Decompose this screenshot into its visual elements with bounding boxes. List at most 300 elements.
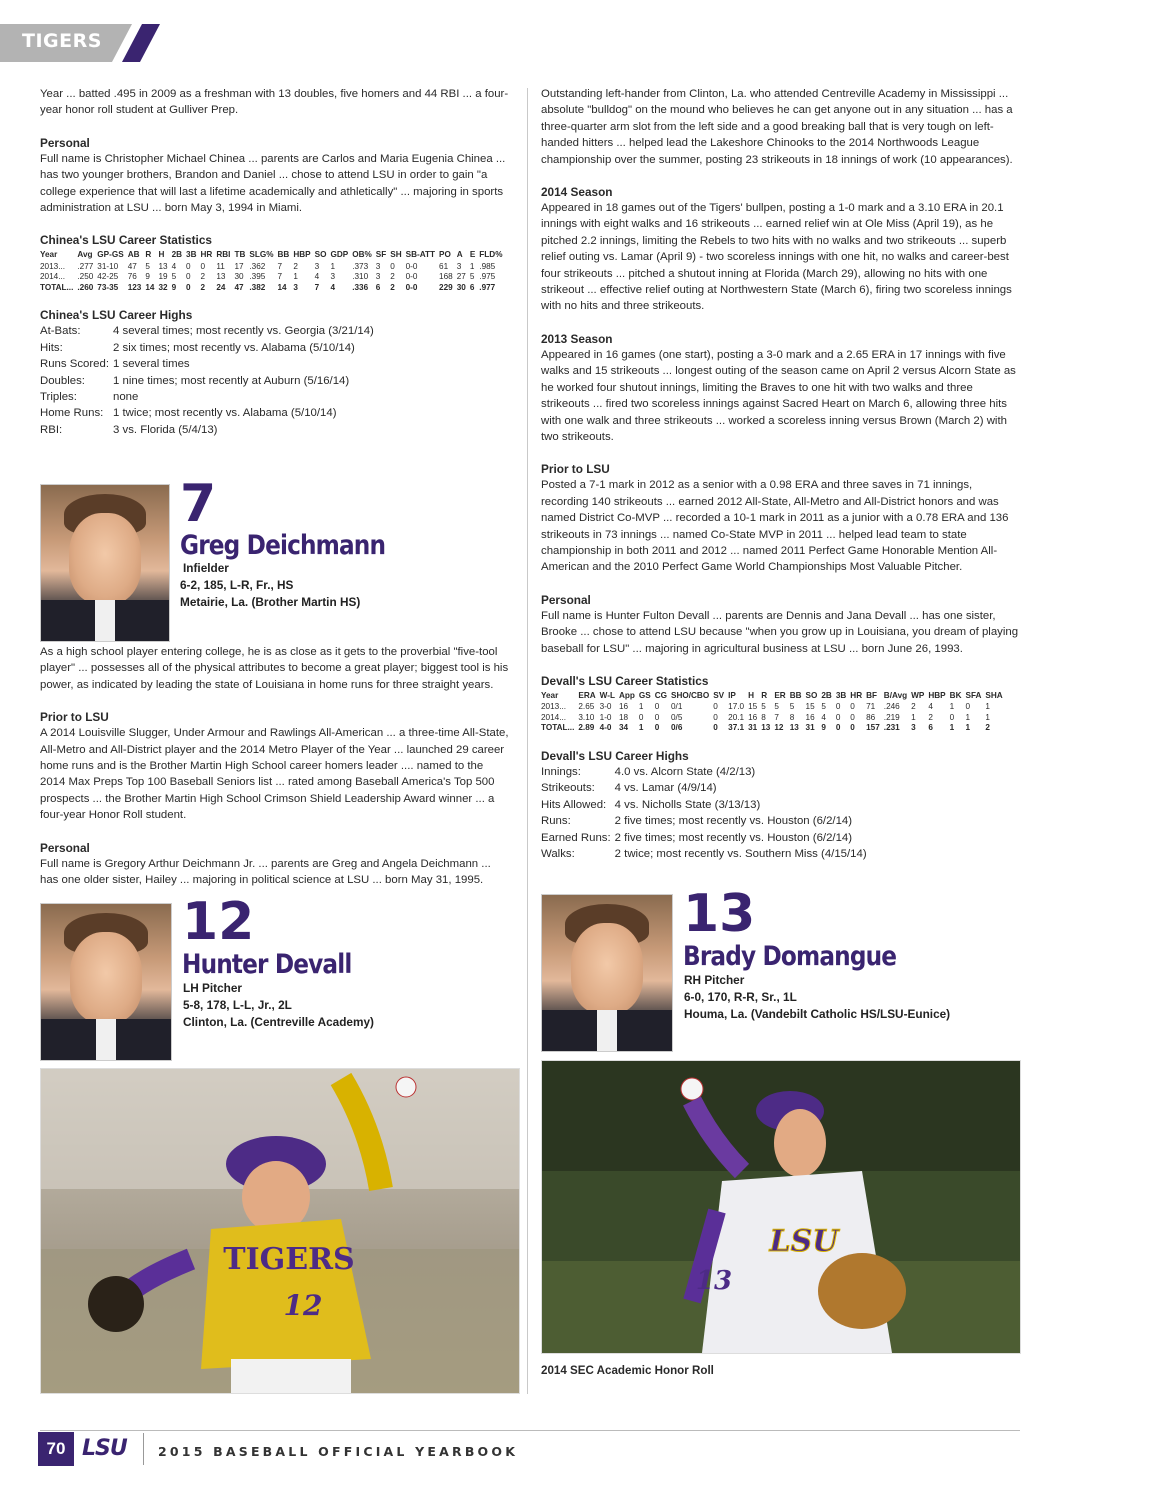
career-high-value: 2 five times; most recently vs. Houston (6/2/14)	[614, 815, 853, 828]
stats-cell: .975	[479, 272, 496, 282]
stats-column-header: SH	[390, 250, 402, 260]
stats-column-header: TB	[234, 250, 246, 260]
stats-column-header: SHO/CBO	[671, 690, 710, 700]
stats-cell: 2013...	[541, 702, 567, 712]
stats-cell: .260	[77, 282, 94, 292]
stats-cell: 1	[965, 723, 971, 733]
stats-cell: 17.0	[728, 702, 745, 712]
domangue-headshot	[541, 894, 673, 1052]
stats-cell: 13	[761, 723, 771, 733]
stats-cell: .310	[352, 272, 369, 282]
stats-cell: 0	[186, 272, 191, 282]
stats-column-header: BB	[789, 690, 802, 700]
stats-column-header: OB%	[352, 250, 372, 260]
career-high-value: 4 vs. Lamar (4/9/14)	[614, 782, 717, 795]
stats-column-header: RBI	[216, 250, 231, 260]
career-high-row	[40, 323, 378, 339]
stats-cell: 30	[456, 282, 466, 292]
chinea-personal-heading: Personal	[40, 135, 90, 150]
chinea-highs-table	[40, 323, 378, 438]
stats-cell: 73-35	[97, 282, 119, 292]
stats-cell: 2013...	[40, 261, 66, 271]
stats-cell: .362	[249, 261, 266, 271]
stats-cell: 5	[761, 702, 766, 712]
deichmann-prior-text: A 2014 Louisville Slugger, Under Armour and Rawlings All-American ... a three-time All-State, All-Metro and All-District player and the 2014 Metro Player of the Year ... launched 29 career home runs and is the Brother Martin High School career homers leader .... named to the 2014 Max Preps Top 100 Baseball Seniors list ... rated among Baseball America's Top 500 prospects ... the Brother Martin High School Crimson Shield Leadership Award winner ... a four-year Honor Roll student.	[40, 727, 509, 822]
career-high-value: 1 nine times; most recently at Auburn (5/16/14)	[113, 374, 350, 387]
stats-cell: 2	[390, 272, 395, 282]
stats-column-header: SB-ATT	[405, 250, 436, 260]
stats-cell: 7	[277, 261, 283, 271]
stats-cell: 2	[928, 712, 933, 722]
stats-cell: .382	[249, 282, 266, 292]
right-column	[541, 86, 1021, 862]
stats-column-header: 3B	[835, 690, 847, 700]
devall-vitals: 5-8, 178, L-L, Jr., 2L	[183, 997, 292, 1012]
stats-cell: 1	[911, 712, 916, 722]
deichmann-bio-block	[40, 644, 510, 904]
career-high-row	[40, 340, 378, 356]
stats-cell: 123	[127, 282, 142, 292]
stats-cell: .985	[479, 261, 496, 271]
stats-cell: 157	[866, 723, 880, 733]
career-high-value: 1 several times	[113, 358, 190, 371]
career-high-value: 4.0 vs. Alcorn State (4/2/13)	[614, 765, 756, 778]
stats-cell: .373	[352, 261, 369, 271]
devall-info	[183, 980, 374, 1030]
stats-column-header: SO	[314, 250, 327, 260]
stats-cell: 12	[774, 723, 784, 733]
devall-personal-text: Full name is Hunter Fulton Devall ... parents are Dennis and Jana Devall ... has one sister, Brooke ... chose to attend LSU because "when you grow up in Louisiana, you dream of playing baseball for LSU" ... majoring in agricultural business at LSU ... born June 26, 1993.	[541, 609, 1019, 655]
stats-cell: 0-0	[405, 272, 418, 282]
domangue-info	[684, 972, 950, 1022]
stats-row	[541, 702, 1007, 713]
stats-cell: 61	[439, 261, 449, 271]
stats-column-header: SFA	[965, 690, 982, 700]
devall-2013-heading: 2013 Season	[541, 331, 613, 346]
stats-cell: 47	[234, 282, 244, 292]
stats-cell: 3	[375, 272, 381, 282]
stats-cell: 8	[789, 712, 795, 722]
stats-column-header: Year	[541, 690, 559, 700]
stats-cell: .250	[77, 272, 94, 282]
domangue-action-photo	[541, 1060, 1021, 1354]
stats-cell: 0	[965, 702, 971, 712]
stats-cell: 0/1	[671, 702, 683, 712]
stats-column-header: B/Avg	[883, 690, 908, 700]
stats-cell: 16	[805, 712, 815, 722]
stats-cell: 1	[469, 261, 475, 271]
section-tab-label: TIGERS	[22, 30, 102, 52]
page-number: 70	[38, 1432, 74, 1466]
career-high-label: Hits Allowed:	[541, 798, 607, 811]
stats-cell: 0	[638, 712, 644, 722]
stats-column-header: H	[748, 690, 755, 700]
devall-action-illustration	[41, 1069, 519, 1393]
stats-cell: 5	[469, 272, 475, 282]
stats-cell: 2.65	[578, 702, 595, 712]
stats-cell: 13	[216, 272, 226, 282]
stats-cell: 5	[145, 261, 150, 271]
stats-cell: 2.89	[578, 723, 595, 733]
footer-title: 2015 BASEBALL OFFICIAL YEARBOOK	[158, 1444, 519, 1459]
career-high-value: 2 six times; most recently vs. Alabama (5/10/14)	[113, 341, 355, 354]
stats-cell: 8	[761, 712, 766, 722]
career-high-row	[541, 797, 871, 813]
career-high-value: 2 twice; most recently vs. Southern Miss (4/15/14)	[614, 848, 867, 860]
career-high-label: Earned Runs:	[541, 831, 611, 844]
stats-column-header: Avg	[77, 250, 93, 260]
stats-cell: 16	[618, 702, 629, 712]
career-high-row	[541, 780, 871, 796]
devall-stats-table	[541, 691, 1007, 734]
stats-cell: 4-0	[599, 723, 612, 733]
stats-cell: 2	[985, 723, 990, 733]
deichmann-vitals: 6-2, 185, L-R, Fr., HS	[180, 577, 294, 592]
stats-cell: 0	[713, 723, 718, 733]
stats-row	[40, 272, 507, 283]
stats-column-header: SHA	[985, 690, 1003, 700]
stats-cell: 13	[158, 261, 168, 271]
career-high-row	[40, 389, 378, 405]
stats-column-header: BB	[277, 250, 290, 260]
stats-cell: 1	[965, 712, 971, 722]
stats-column-header: GDP	[330, 250, 349, 260]
stats-cell: 2	[200, 282, 206, 292]
stats-cell: 32	[158, 282, 168, 292]
career-high-label: Strikeouts:	[541, 782, 595, 795]
stats-cell: 31	[748, 723, 758, 733]
career-high-row	[40, 356, 378, 372]
stats-cell: 0	[835, 712, 841, 722]
deichmann-headshot	[40, 484, 170, 642]
career-high-row	[40, 422, 378, 438]
stats-column-header: SLG%	[249, 250, 274, 260]
devall-stats-heading: Devall's LSU Career Statistics	[541, 673, 709, 688]
stats-cell: 14	[277, 282, 287, 292]
career-high-row	[40, 405, 378, 421]
stats-cell: 3	[330, 272, 336, 282]
devall-position: LH Pitcher	[183, 981, 242, 995]
career-high-label: Walks:	[541, 848, 575, 860]
stats-column-header: IP	[728, 690, 736, 700]
career-high-row	[541, 764, 871, 780]
stats-column-header: A	[456, 250, 463, 260]
stats-column-header: GS	[638, 690, 651, 700]
stats-column-header: Year	[40, 250, 58, 260]
stats-cell: 2	[200, 272, 206, 282]
stats-cell: 4	[314, 272, 320, 282]
stats-cell: 15	[748, 702, 758, 712]
stats-cell: 0	[835, 702, 841, 712]
stats-cell: 168	[439, 272, 453, 282]
footer-rule	[40, 1430, 1020, 1431]
career-high-label: Runs:	[541, 815, 571, 828]
stats-cell: 1	[293, 272, 298, 282]
stats-cell: 0	[654, 712, 660, 722]
domangue-hometown: Houma, La. (Vandebilt Catholic HS/LSU-Eunice)	[684, 1006, 951, 1021]
deichmann-position: Infielder	[183, 561, 229, 575]
stats-cell: 6	[928, 723, 933, 733]
stats-cell: 3-0	[599, 702, 612, 712]
devall-2013-text: Appeared in 16 games (one start), posting a 3-0 mark and a 2.65 ERA in 17 innings with five walks and 15 strikeouts ... longest outing of the season came on April 2 versus Alcorn State as he worked four shutout innings, limiting the Braves to one hit with two walks and three strikeouts ... fired two scoreless innings against Sacred Heart on March 6, allowing three hits with one walk and three strikeouts ... worked a scoreless inning versus Brown (March 2) with two strikeouts.	[541, 348, 1016, 443]
stats-cell: 16	[748, 712, 758, 722]
stats-cell: 9	[171, 282, 177, 292]
devall-2014-heading: 2014 Season	[541, 185, 613, 200]
stats-column-header: SO	[805, 690, 818, 700]
career-high-value: 3 vs. Florida (5/4/13)	[113, 423, 218, 436]
stats-column-header: W-L	[599, 690, 615, 700]
stats-cell: 34	[618, 723, 629, 733]
chinea-stats-table	[40, 250, 507, 293]
stats-cell: 31-10	[97, 261, 119, 271]
stats-column-header: E	[469, 250, 476, 260]
stats-column-header: R	[761, 690, 768, 700]
stats-cell: 4	[330, 282, 336, 292]
domangue-caption: 2014 SEC Academic Honor Roll	[541, 1364, 714, 1377]
career-high-row	[541, 813, 871, 829]
stats-column-header: PO	[439, 250, 451, 260]
domangue-action-illustration	[542, 1061, 1020, 1353]
career-high-label: Home Runs:	[40, 407, 104, 420]
stats-column-header: AB	[127, 250, 140, 260]
career-high-value: 2 five times; most recently vs. Houston (6/2/14)	[614, 831, 853, 844]
stats-cell: 24	[216, 282, 226, 292]
stats-cell: 27	[456, 272, 466, 282]
stats-cell: 5	[821, 702, 826, 712]
stats-column-header: SV	[713, 690, 725, 700]
stats-cell: 0/5	[671, 712, 683, 722]
career-high-row	[40, 373, 378, 389]
stats-cell: .231	[883, 723, 900, 733]
domangue-jersey-number: 13	[695, 1266, 733, 1296]
stats-column-header: HR	[850, 690, 863, 700]
stats-cell: 71	[866, 702, 876, 712]
stats-cell: 0	[654, 723, 660, 733]
left-column	[40, 86, 510, 438]
stats-cell: 42-25	[97, 272, 119, 282]
stats-cell: 2	[911, 702, 916, 712]
stats-column-header: GP-GS	[97, 250, 124, 260]
deichmann-info	[180, 560, 360, 610]
stats-cell: 0	[850, 712, 855, 722]
deichmann-bio: As a high school player entering college, he is as close as it gets to the proverbial "five-tool player" ... possesses all of the physical attributes to become a great player; biggest tool is his power, as indicated by leading the state of Louisiana in home runs for three straight years.	[40, 646, 509, 691]
domangue-vitals: 6-0, 170, R-R, Sr., 1L	[684, 989, 797, 1004]
career-high-label: Innings:	[541, 765, 581, 778]
stats-cell: 37.1	[728, 723, 745, 733]
devall-intro: Outstanding left-hander from Clinton, La. who attended Centreville Academy in Mississippi ... absolute "bulldog" on the mound who believes he can get anyone out in any situation ... has a three-quarter arm slot from the left side and a good breaking ball that is very tough on left-handed hitters ... helped lead the Lakeshore Chinooks to the 2014 Northwoods League championship over the summer, posting 23 strikeouts in 18 innings of work (10 appearances).	[541, 88, 1013, 166]
stats-cell: .277	[77, 261, 94, 271]
stats-cell: 1	[638, 723, 644, 733]
stats-cell: .336	[352, 282, 369, 292]
stats-cell: 5	[171, 272, 177, 282]
stats-cell: 20.1	[728, 712, 745, 722]
devall-jersey-word: TIGERS	[223, 1242, 355, 1277]
stats-cell: 86	[866, 712, 876, 722]
deichmann-number: 7	[180, 474, 217, 534]
stats-cell: 6	[375, 282, 381, 292]
stats-cell: 0	[850, 723, 855, 733]
stats-cell: 3	[375, 261, 381, 271]
stats-cell: 11	[216, 261, 225, 271]
stats-cell: 47	[127, 261, 137, 271]
stats-cell: 1-0	[599, 712, 612, 722]
stats-cell: 13	[789, 723, 799, 733]
stats-column-header: App	[618, 690, 635, 700]
stats-cell: 0	[713, 712, 718, 722]
stats-cell: 3	[456, 261, 462, 271]
stats-column-header: 2B	[171, 250, 183, 260]
devall-2014-text: Appeared in 18 games out of the Tigers' bullpen, posting a 1-0 mark and a 3.10 ERA in 20.1 innings with eight walks and 16 strikeouts ... earned relief win at Ole Miss (April 19), as he pitched 2.2 innings, limiting the Rebels to two hits with no walks and two strikeouts ... superb relief outing vs. Lamar (April 9) - two scoreless innings with one hit, no walks and career-best four strikeouts ... pitched a shutout inning at Florida (March 29), allowing no hits with one strikeout ... effective relief outing at Northwestern State (March 6), firing two scoreless innings with no hits and three strikeouts.	[541, 202, 1012, 313]
stats-cell: 1	[985, 712, 990, 722]
section-tab	[0, 24, 160, 62]
devall-jersey-number: 12	[283, 1289, 323, 1322]
stats-cell: 0/6	[671, 723, 683, 733]
chinea-personal-text: Full name is Christopher Michael Chinea ... parents are Carlos and Maria Eugenia Chinea ... has two younger brothers, Brandon and Daniel ... chose to attend LSU in order to gain "a college experience that will last a lifetime academically and athletically" ... majoring in sports administration at LSU ... born May 3, 1994 in Miami.	[40, 152, 506, 215]
stats-column-header: H	[158, 250, 165, 260]
stats-cell: 19	[158, 272, 168, 282]
stats-total-row	[40, 283, 507, 294]
stats-cell: 18	[618, 712, 629, 722]
devall-highs-table	[541, 764, 871, 862]
stats-cell: 3	[293, 282, 298, 292]
devall-name: Hunter Devall	[182, 949, 352, 980]
chinea-stats-heading: Chinea's LSU Career Statistics	[40, 233, 212, 248]
stats-cell: 0	[654, 702, 660, 712]
stats-cell: 0	[850, 702, 855, 712]
stats-cell: 0	[186, 261, 191, 271]
deichmann-personal-heading: Personal	[40, 840, 90, 855]
career-high-label: Runs Scored:	[40, 358, 110, 371]
stats-cell: 30	[234, 272, 244, 282]
stats-cell: .977	[479, 282, 496, 292]
deichmann-name: Greg Deichmann	[180, 530, 386, 561]
stats-cell: 3	[911, 723, 916, 733]
stats-row	[40, 262, 507, 273]
career-high-value: none	[113, 391, 139, 404]
stats-column-header: HBP	[293, 250, 311, 260]
stats-cell: 1	[638, 702, 644, 712]
stats-cell: 6	[469, 282, 475, 292]
devall-prior-heading: Prior to LSU	[541, 462, 610, 477]
chinea-intro: Year ... batted .495 in 2009 as a freshman with 13 doubles, five homers and 44 RBI ... a four-year honor roll student at Gulliver Prep.	[40, 88, 509, 117]
devall-personal-heading: Personal	[541, 592, 591, 607]
stats-cell: 7	[314, 282, 320, 292]
chinea-highs-heading: Chinea's LSU Career Highs	[40, 308, 193, 323]
stats-cell: 1	[949, 723, 955, 733]
stats-cell: 4	[821, 712, 826, 722]
devall-number: 12	[182, 892, 255, 952]
deichmann-prior-heading: Prior to LSU	[40, 710, 109, 725]
stats-cell: 0	[390, 261, 395, 271]
column-divider	[527, 88, 528, 1394]
stats-cell: 15	[805, 702, 815, 712]
stats-cell: 1	[330, 261, 336, 271]
stats-column-header: CG	[654, 690, 667, 700]
domangue-name: Brady Domangue	[683, 941, 897, 972]
stats-cell: 0-0	[405, 261, 418, 271]
footer-separator	[143, 1433, 144, 1465]
stats-column-header: FLD%	[479, 250, 503, 260]
stats-cell: 0-0	[405, 282, 418, 292]
stats-cell: 1	[985, 702, 990, 712]
domangue-position: RH Pitcher	[684, 973, 745, 987]
devall-hometown: Clinton, La. (Centreville Academy)	[183, 1014, 374, 1029]
devall-highs-heading: Devall's LSU Career Highs	[541, 748, 689, 763]
stats-cell: 0	[713, 702, 718, 712]
stats-cell: 76	[127, 272, 137, 282]
career-high-row	[541, 846, 871, 862]
stats-column-header: BK	[949, 690, 962, 700]
stats-cell: TOTAL...	[541, 723, 575, 733]
stats-cell: 0	[200, 261, 206, 271]
stats-header-row	[40, 250, 507, 262]
stats-cell: 0	[186, 282, 191, 292]
stats-cell: 2	[390, 282, 395, 292]
stats-cell: 14	[145, 282, 155, 292]
stats-cell: 0	[949, 712, 955, 722]
career-high-label: Hits:	[40, 341, 63, 354]
deichmann-personal-text: Full name is Gregory Arthur Deichmann Jr. ... parents are Greg and Angela Deichmann ... has one older sister, Hailey ... majoring in political science at LSU ... born May 31, 1995.	[40, 857, 491, 887]
stats-column-header: R	[145, 250, 152, 260]
career-high-value: 4 vs. Nicholls State (3/13/13)	[614, 798, 761, 811]
career-high-value: 4 several times; most recently vs. Georgia (3/21/14)	[113, 325, 374, 338]
lsu-logo: LSU	[82, 1436, 127, 1461]
devall-headshot	[40, 903, 172, 1061]
stats-cell: 9	[145, 272, 150, 282]
stats-cell: .395	[249, 272, 266, 282]
career-high-label: Doubles:	[40, 374, 85, 387]
stats-cell: 2	[293, 261, 298, 271]
stats-column-header: WP	[911, 690, 925, 700]
stats-cell: 0	[835, 723, 841, 733]
career-high-label: At-Bats:	[40, 325, 81, 338]
stats-cell: 17	[234, 261, 244, 271]
stats-cell: 31	[805, 723, 815, 733]
stats-column-header: HBP	[928, 690, 946, 700]
stats-cell: 9	[821, 723, 826, 733]
stats-row	[541, 713, 1007, 724]
stats-cell: .219	[883, 712, 900, 722]
stats-cell: 2014...	[541, 712, 567, 722]
deichmann-hometown: Metairie, La. (Brother Martin HS)	[180, 594, 361, 609]
career-high-row	[541, 830, 871, 846]
stats-column-header: BF	[866, 690, 878, 700]
stats-column-header: HR	[200, 250, 213, 260]
stats-cell: 4	[171, 261, 177, 271]
stats-cell: 3.10	[578, 712, 595, 722]
domangue-jersey-logo: LSU	[769, 1224, 839, 1259]
stats-column-header: 2B	[821, 690, 832, 700]
stats-header-row	[541, 691, 1007, 703]
stats-total-row	[541, 723, 1007, 734]
stats-cell: 7	[774, 712, 779, 722]
devall-prior-text: Posted a 7-1 mark in 2012 as a senior with a 0.98 ERA and three saves in 71 innings, recording 140 strikeouts ... earned 2012 All-State, All-Metro and All-District honors and was named District Co-MVP ... recorded a 10-1 mark in 2011 as a junior with a 0.78 ERA and 136 strikeouts in 73 innings ... named Co-State MVP in 2011 ... helped lead team to state championship in both 2011 and 2012 ... named 2011 Perfect Game Honorable Mention All-American and the 2010 Perfect Game World Championships Most Valuable Pitcher.	[541, 479, 1009, 574]
stats-cell: 229	[439, 282, 453, 292]
stats-cell: 7	[277, 272, 283, 282]
stats-cell: TOTAL...	[40, 282, 74, 292]
career-high-value: 1 twice; most recently vs. Alabama (5/10/14)	[113, 407, 337, 420]
career-high-label: Triples:	[40, 391, 77, 404]
stats-column-header: 3B	[186, 250, 197, 260]
devall-action-photo	[40, 1068, 520, 1394]
domangue-number: 13	[683, 884, 756, 944]
career-high-label: RBI:	[40, 423, 63, 436]
stats-cell: 2014...	[40, 272, 66, 282]
stats-cell: 4	[928, 702, 933, 712]
stats-cell: .246	[883, 702, 900, 712]
stats-cell: 5	[789, 702, 795, 712]
stats-cell: 3	[314, 261, 320, 271]
